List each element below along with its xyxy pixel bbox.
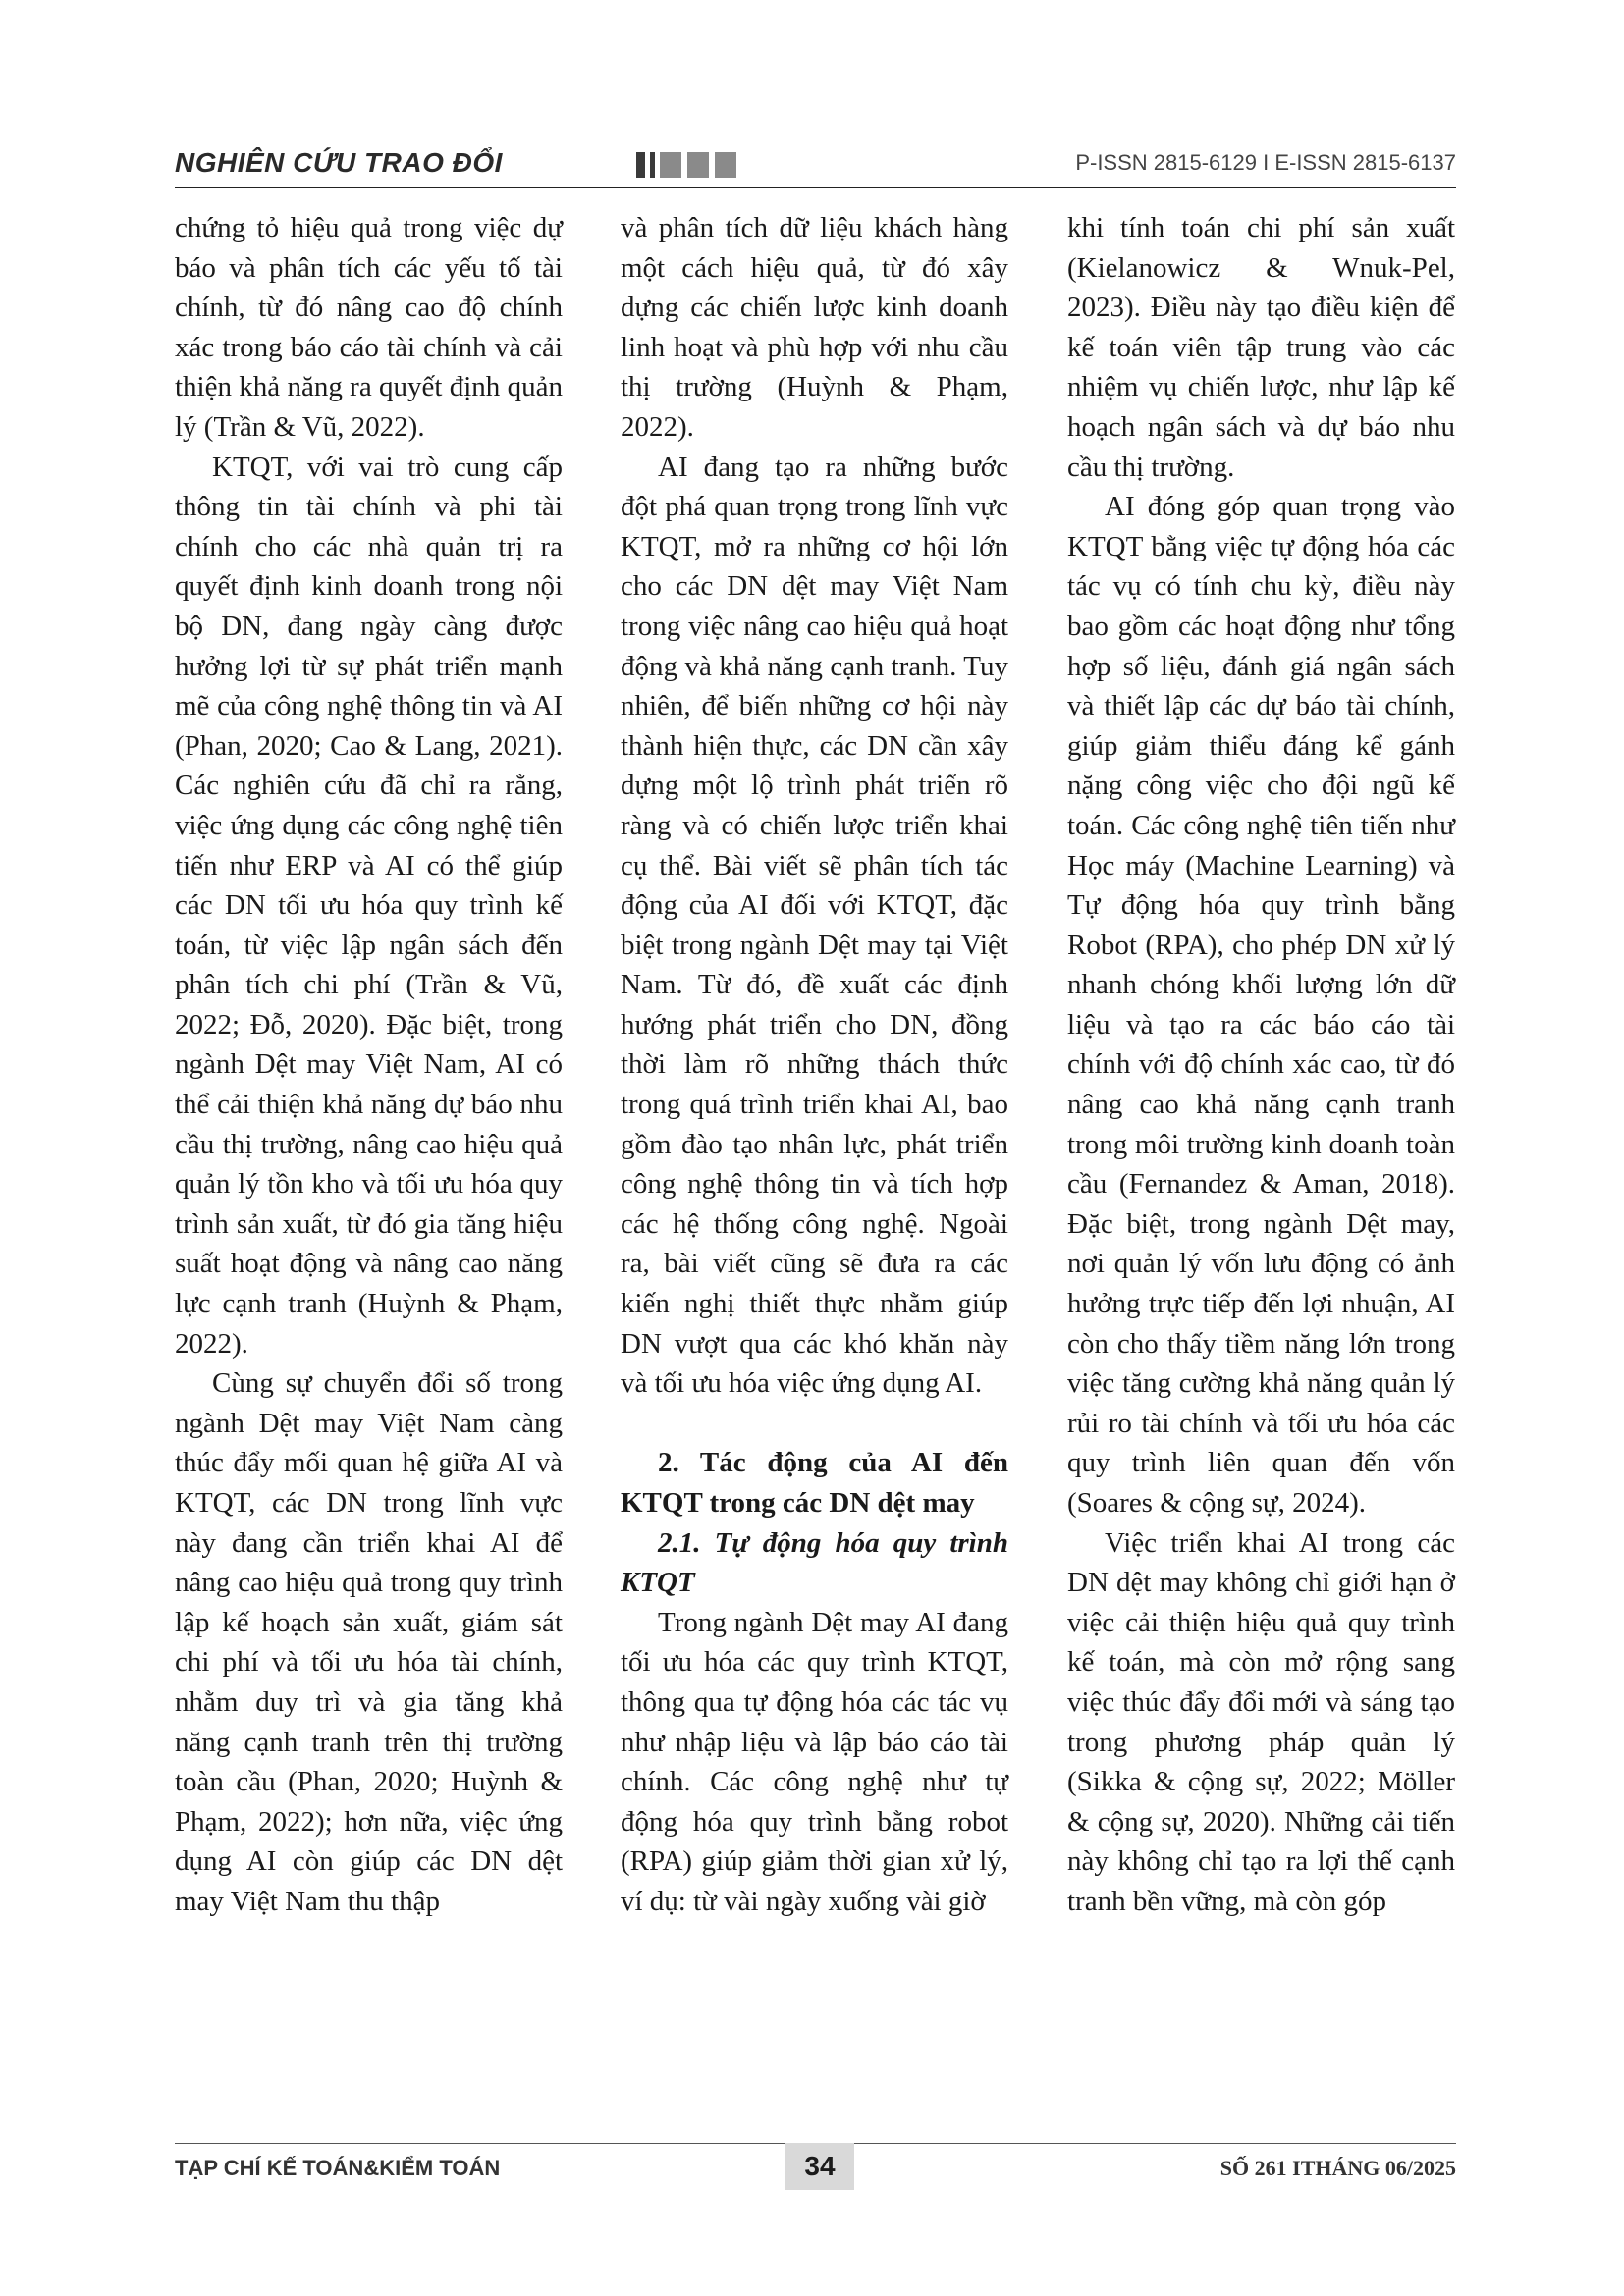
issue-label: SỐ 261 ITHÁNG 06/2025 [1219, 2156, 1456, 2180]
paragraph: chứng tỏ hiệu quả trong việc dự báo và phân tích các yếu tố tài chính, từ đó nâng cao độ chính xác trong báo cáo tài chính và cải thiện khả năng ra quyết định quản lý (Trần & Vũ, 2022). [175, 212, 563, 443]
section-heading: 2. Tác động của AI đến KTQT trong các DN dệt may [621, 1447, 1008, 1519]
column-1 [175, 208, 563, 1922]
paragraph: AI đóng góp quan trọng vào KTQT bằng việc tự động hóa các tác vụ có tính chu kỳ, điều này bao gồm các hoạt động như tổng hợp số liệu, đánh giá ngân sách và thiết lập các dự báo tài chính, giúp giảm thiểu đáng kể gánh nặng công việc cho đội ngũ kế toán. Các công nghệ tiên tiến như Học máy (Machine Learning) và Tự động hóa quy trình bằng Robot (RPA), cho phép DN xử lý nhanh chóng khối lượng lớn dữ liệu và tạo ra các báo cáo tài chính với độ chính xác cao, từ đó nâng cao khả năng cạnh tranh trong môi trường kinh doanh toàn cầu (Fernandez & Aman, 2018). Đặc biệt, trong ngành Dệt may, nơi quản lý vốn lưu động có ảnh hưởng trực tiếp đến lợi nhuận, AI còn cho thấy tiềm năng lớn trong việc tăng cường khả năng quản lý rủi ro tài chính và tối ưu hóa các quy trình liên quan đến vốn (Soares & cộng sự, 2024). [1067, 491, 1455, 1519]
header-rule [175, 187, 1456, 188]
column-3 [1067, 208, 1455, 1922]
page-header [175, 147, 1456, 187]
paragraph: Việc triển khai AI trong các DN dệt may không chỉ giới hạn ở việc cải thiện hiệu quả quy trình kế toán, mà còn mở rộng sang việc thúc đẩy đổi mới và sáng tạo trong phương pháp quản lý (Sikka & cộng sự, 2022; Möller & cộng sự, 2020). Những cải tiến này không chỉ tạo ra lợi thế cạnh tranh bền vững, mà còn góp [1067, 1526, 1455, 1917]
paragraph: AI đang tạo ra những bước đột phá quan trọng trong lĩnh vực KTQT, mở ra những cơ hội lớn cho các DN dệt may Việt Nam trong việc nâng cao hiệu quả hoạt động và khả năng cạnh tranh. Tuy nhiên, để biến những cơ hội này thành hiện thực, các DN cần xây dựng một lộ trình phát triển rõ ràng và có chiến lược triển khai cụ thể. Bài viết sẽ phân tích tác động của AI đối với KTQT, đặc biệt trong ngành Dệt may tại Việt Nam. Từ đó, đề xuất các định hướng phát triển cho DN, đồng thời làm rõ những thách thức trong quá trình triển khai AI, bao gồm đào tạo nhân lực, phát triển công nghệ thông tin và tích hợp các hệ thống công nghệ. Ngoài ra, bài viết cũng sẽ đưa ra các kiến nghị thiết thực nhằm giúp DN vượt qua các khó khăn này và tối ưu hóa việc ứng dụng AI. [621, 451, 1008, 1400]
column-2 [621, 208, 1008, 1922]
paragraph: KTQT, với vai trò cung cấp thông tin tài chính và phi tài chính cho các nhà quản trị ra quyết định kinh doanh trong nội bộ DN, đang ngày càng được hưởng lợi từ sự phát triển mạnh mẽ của công nghệ thông tin và AI (Phan, 2020; Cao & Lang, 2021). Các nghiên cứu đã chỉ ra rằng, việc ứng dụng các công nghệ tiên tiến như ERP và AI có thể giúp các DN tối ưu hóa quy trình kế toán, từ việc lập ngân sách đến phân tích chi phí (Trần & Vũ, 2022; Đỗ, 2020). Đặc biệt, trong ngành Dệt may Việt Nam, AI có thể cải thiện khả năng dự báo nhu cầu thị trường, nâng cao hiệu quả quản lý tồn kho và tối ưu hóa quy trình sản xuất, từ đó gia tăng hiệu suất hoạt động và nâng cao năng lực cạnh tranh (Huỳnh & Phạm, 2022). [175, 451, 563, 1360]
section-label: NGHIÊN CỨU TRAO ĐỔI [175, 147, 503, 178]
spacer [621, 1404, 1008, 1444]
page-number: 34 [785, 2143, 854, 2190]
subsection-heading: 2.1. Tự động hóa quy trình KTQT [621, 1526, 1008, 1599]
paragraph: Trong ngành Dệt may AI đang tối ưu hóa các quy trình KTQT, thông qua tự động hóa các tác vụ như nhập liệu và lập báo cáo tài chính. Các công nghệ như tự động hóa quy trình bằng robot (RPA) giúp giảm thời gian xử lý, ví dụ: từ vài ngày xuống vài giờ [621, 1606, 1008, 1917]
paragraph: và phân tích dữ liệu khách hàng một cách hiệu quả, từ đó xây dựng các chiến lược kinh doanh linh hoạt và phù hợp với nhu cầu thị trường (Huỳnh & Phạm, 2022). [621, 212, 1008, 443]
journal-name: TẠP CHÍ KẾ TOÁN&KIỂM TOÁN [175, 2156, 501, 2180]
paragraph: Cùng sự chuyển đổi số trong ngành Dệt may Việt Nam càng thúc đẩy mối quan hệ giữa AI và KTQT, các DN trong lĩnh vực này đang cần triển khai AI để nâng cao hiệu quả trong quy trình lập kế hoạch sản xuất, giám sát chi phí và tối ưu hóa tài chính, nhằm duy trì và gia tăng khả năng cạnh tranh trên thị trường toàn cầu (Phan, 2020; Huỳnh & Phạm, 2022); hơn nữa, việc ứng dụng AI còn giúp các DN dệt may Việt Nam thu thập [175, 1367, 563, 1917]
issn-label: P-ISSN 2815-6129 I E-ISSN 2815-6137 [1075, 150, 1456, 175]
paragraph: khi tính toán chi phí sản xuất (Kielanowicz & Wnuk-Pel, 2023). Điều này tạo điều kiện để kế toán viên tập trung vào các nhiệm vụ chiến lược, như lập kế hoạch ngân sách và dự báo nhu cầu thị trường. [1067, 212, 1455, 483]
